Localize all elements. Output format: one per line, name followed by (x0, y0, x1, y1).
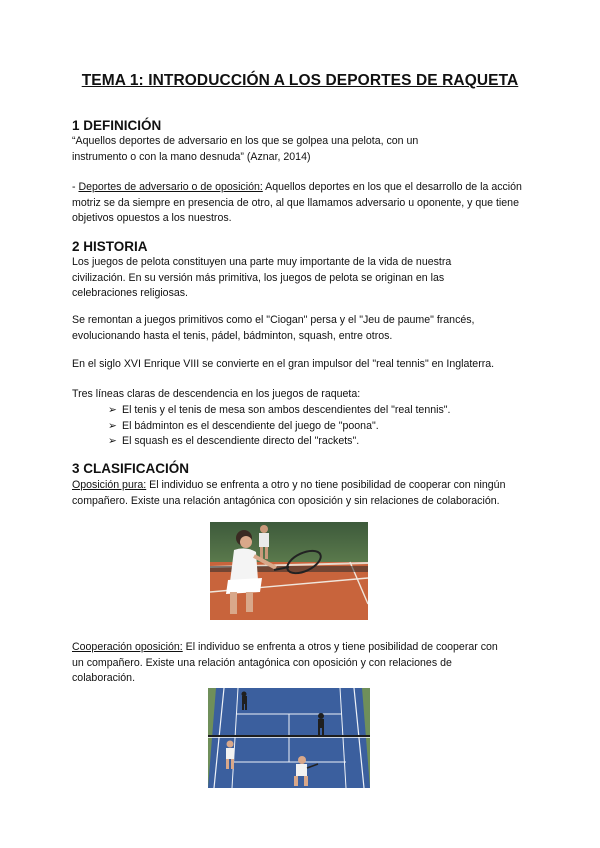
list-item: ➢ El squash es el descendiente directo del "rackets". (108, 434, 450, 450)
quote-line-2: instrumento o con la mano desnuda” (Aznar, 2014) (72, 150, 311, 163)
arrow-bullet-icon: ➢ (108, 435, 117, 448)
heading-definicion: 1 DEFINICIÓN (72, 118, 162, 133)
arrow-bullet-icon: ➢ (108, 404, 117, 416)
list-item: ➢ El tenis y el tenis de mesa son ambos descendientes del "real tennis". (108, 403, 450, 419)
cooperacion-text: El individuo se enfrenta a otros y tiene posibilidad de cooperar con un compañero. Existe una relación antagónica con oposición y con relaciones de colaboración. (72, 641, 498, 685)
heading-clasificacion: 3 CLASIFICACIÓN (72, 461, 190, 476)
term-definition (72, 180, 532, 227)
term-name: Deportes de adversario o de oposición: (78, 181, 263, 193)
term-prefix: - (72, 181, 79, 193)
oposicion-pura (72, 478, 532, 509)
oposicion-term: Oposición pura: (72, 479, 147, 491)
term-text: Aquellos deportes en los que el desarrollo de la acción motriz se da siempre en presencia de otro, al que llamamos adversario u oponente, y que tiene objetivos opuestos a los nuestros. (72, 181, 522, 225)
tennis-doubles-photo (208, 688, 370, 788)
cooperacion-oposicion (72, 640, 512, 687)
historia-para-3: En el siglo XVI Enrique VIII se convierte en el gran impulsor del "real tennis" en Inglaterra. (72, 358, 495, 370)
descendencia-list (108, 403, 450, 450)
list-item: ➢ El bádminton es el descendiente del juego de "poona". (108, 419, 450, 435)
page-title: TEMA 1: INTRODUCCIÓN A LOS DEPORTES DE RAQUETA (81, 72, 519, 89)
cooperacion-term: Cooperación oposición: (72, 641, 183, 653)
tennis-singles-photo (210, 522, 368, 620)
historia-para-1: Los juegos de pelota constituyen una parte muy importante de la vida de nuestra civilización. En su versión más primitiva, los juegos de pelota se originan en las celebraciones religiosas. (72, 256, 452, 300)
historia-para-4: Tres líneas claras de descendencia en los juegos de raqueta: (72, 388, 361, 400)
oposicion-text: El individuo se enfrenta a otro y no tiene posibilidad de cooperar con ningún compañero. Existe una relación antagónica con oposición y sin relaciones de colaboración. (72, 479, 506, 507)
definition-quote (72, 134, 542, 165)
heading-historia: 2 HISTORIA (72, 239, 148, 254)
historia-para-2: Se remontan a juegos primitivos como el "Ciogan" persa y el "Jeu de paume" francés, evolucionando hasta el tenis, pádel, bádminton, squash, entre otros. (72, 314, 475, 342)
arrow-bullet-icon: ➢ (108, 419, 117, 432)
quote-line-1: “Aquellos deportes de adversario en los que se golpea una pelota, con un (72, 135, 419, 147)
